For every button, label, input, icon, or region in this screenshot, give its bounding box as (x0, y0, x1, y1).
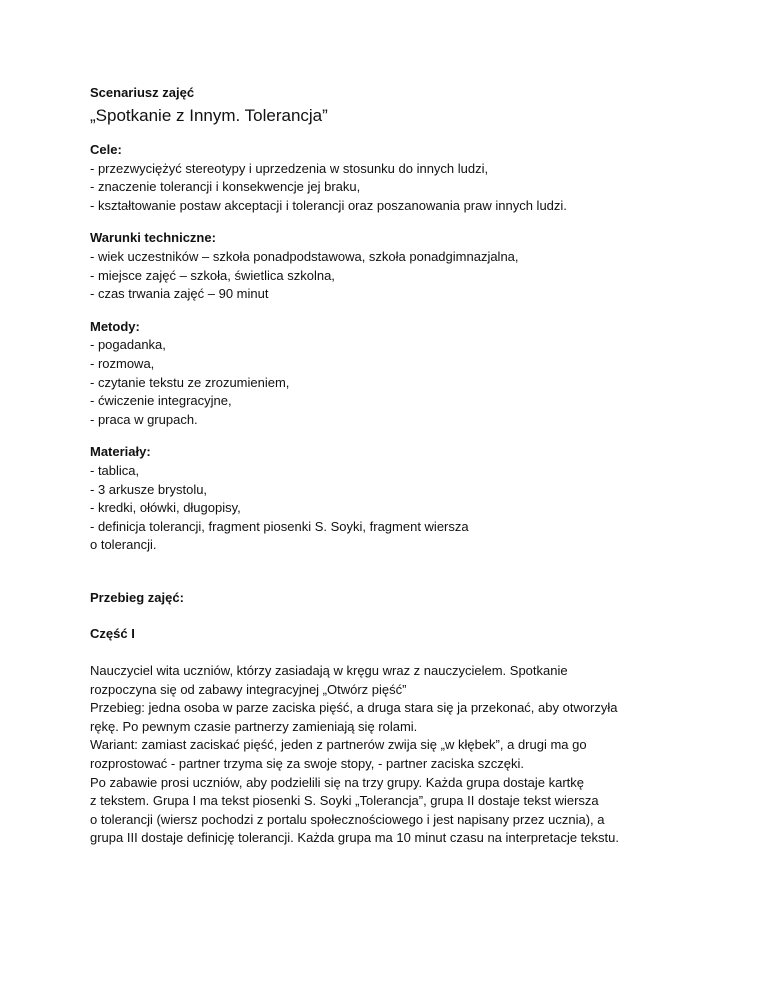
list-item: - miejsce zajęć – szkoła, świetlica szkolna, (90, 267, 335, 283)
paragraph-line: z tekstem. Grupa I ma tekst piosenki S. Soyki „Tolerancja”, grupa II dostaje tekst wiersza (90, 793, 599, 809)
section-heading: Materiały: (90, 444, 151, 460)
section-goals (90, 141, 750, 215)
paragraph-line: o tolerancji (wiersz pochodzi z portalu społecznościowego i jest napisany przez ucznia), a (90, 811, 605, 827)
paragraph-line: Nauczyciel wita uczniów, którzy zasiadają w kręgu wraz z nauczycielem. Spotkanie (90, 663, 568, 679)
paragraph-line: rozpoczyna się od zabawy integracyjnej „Otwórz pięść” (90, 681, 407, 697)
document-pre-title: Scenariusz zajęć (90, 85, 195, 100)
list-item: - kształtowanie postaw akceptacji i tolerancji oraz poszanowania praw innych ludzi. (90, 197, 567, 213)
paragraph-line: grupa III dostaje definicję tolerancji. Każda grupa ma 10 minut czasu na interpretacje tekstu. (90, 830, 619, 846)
list-item: - kredki, ołówki, długopisy, (90, 500, 241, 516)
list-item: - praca w grupach. (90, 411, 198, 427)
list-item: - wiek uczestników – szkoła ponadpodstawowa, szkoła ponadgimnazjalna, (90, 248, 519, 264)
list-item: - przezwyciężyć stereotypy i uprzedzenia w stosunku do innych ludzi, (90, 160, 489, 176)
part-heading: Część I (90, 626, 135, 642)
section-heading: Cele: (90, 142, 122, 157)
list-item: - pogadanka, (90, 337, 166, 353)
list-item: - ćwiczenie integracyjne, (90, 393, 232, 409)
list-item: - czytanie tekstu ze zrozumieniem, (90, 374, 290, 390)
part-body (90, 662, 750, 848)
section-materials (90, 443, 750, 555)
list-item: o tolerancji. (90, 537, 157, 553)
section-heading: Warunki techniczne: (90, 230, 216, 246)
course-heading: Przebieg zajęć: (90, 589, 184, 605)
list-item: - 3 arkusze brystolu, (90, 481, 208, 497)
list-item: - czas trwania zajęć – 90 minut (90, 286, 269, 302)
list-item: - definicja tolerancji, fragment piosenki S. Soyki, fragment wiersza (90, 518, 469, 534)
list-item: - znaczenie tolerancji i konsekwencje jej braku, (90, 179, 361, 195)
list-item: - rozmowa, (90, 355, 155, 371)
paragraph-line: rozprostować - partner trzyma się za swoje stopy, - partner zaciska szczęki. (90, 756, 524, 772)
paragraph-line: rękę. Po pewnym czasie partnerzy zamieniają się rolami. (90, 718, 418, 734)
paragraph-line: Wariant: zamiast zaciskać pięść, jeden z partnerów zwija się „w kłębek”, a drugi ma go (90, 737, 587, 753)
section-technical-conditions (90, 229, 750, 303)
paragraph-line: Po zabawie prosi uczniów, aby podzielili się na trzy grupy. Każda grupa dostaje kartkę (90, 774, 585, 790)
section-heading: Metody: (90, 318, 140, 334)
section-methods (90, 318, 750, 430)
document-title: „Spotkanie z Innym. Tolerancja” (90, 106, 328, 125)
list-item: - tablica, (90, 462, 140, 478)
document-page (90, 84, 750, 848)
paragraph-line: Przebieg: jedna osoba w parze zaciska pięść, a druga stara się ja przekonać, aby otworzyła (90, 700, 618, 716)
